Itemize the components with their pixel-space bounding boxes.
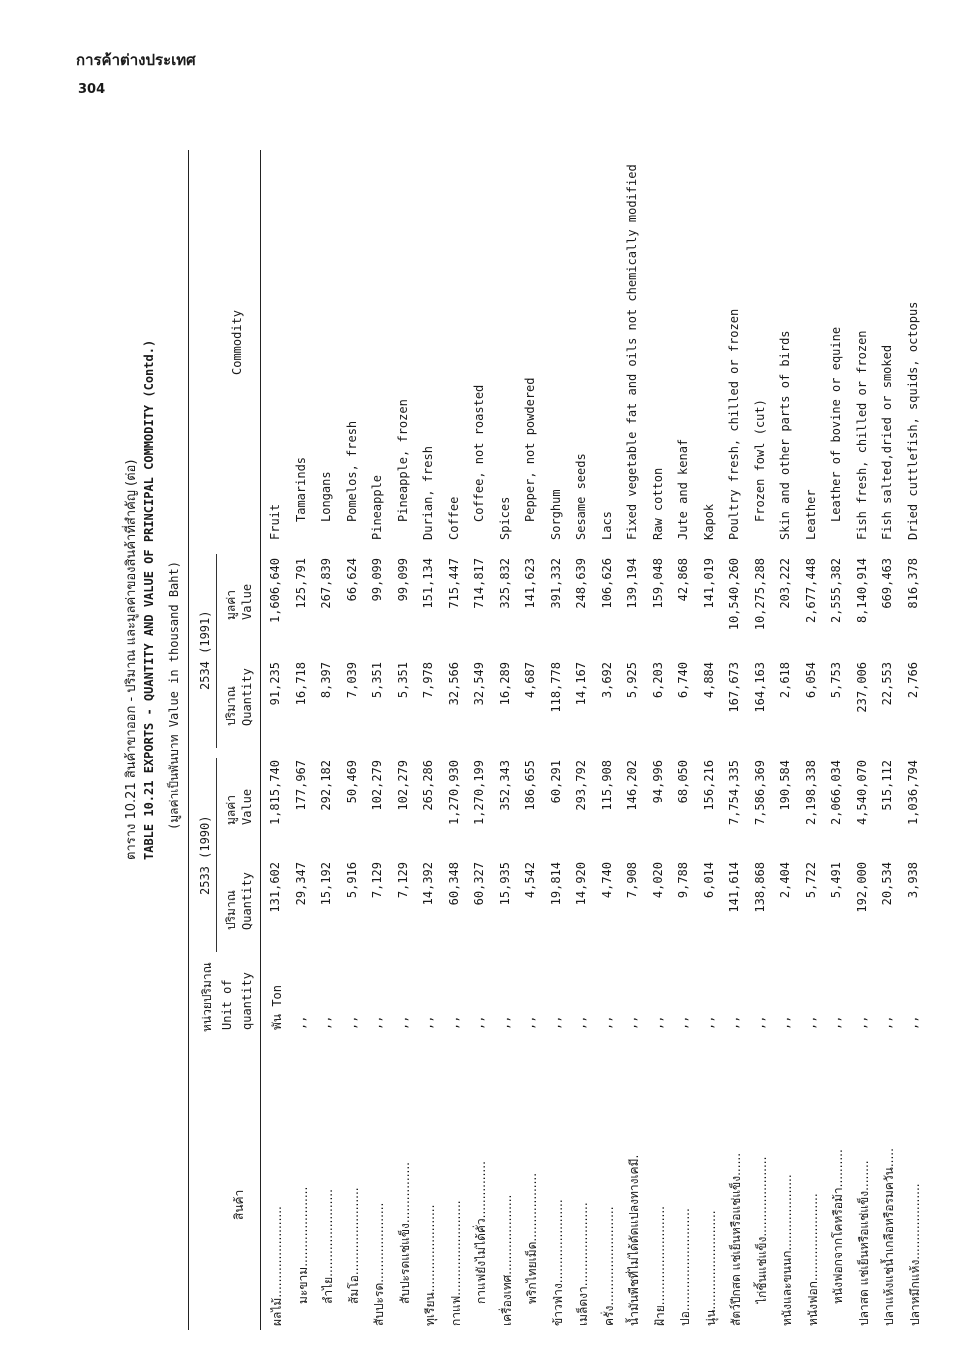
value-1990-cell: 2,066,034	[829, 760, 843, 826]
value-1991-cell: 141,019	[701, 558, 716, 609]
table-row	[472, 150, 498, 1330]
quantity-1991-cell: 22,553	[880, 662, 894, 706]
table-value-note: (มูลค่าเป็นพันบาท Value in thousand Baht)	[167, 561, 181, 830]
unit-cell: ,,	[344, 1015, 359, 1030]
table-title-thai: ตาราง 10.21 สินค้าขาออก - ปริมาณ และมูลค่าของสินค้าที่สำคัญ (ต่อ)	[124, 459, 139, 860]
commodity-thai-cell: เมล็ดงา......................	[576, 1202, 590, 1326]
unit-cell: ,,	[319, 1015, 333, 1030]
quantity-1991-cell: 16,718	[293, 662, 308, 706]
value-1990-cell: 94,996	[650, 760, 665, 804]
header-qty-en-1: Quantity	[240, 872, 254, 930]
commodity-thai-cell: ครั่ง..........................	[601, 1206, 616, 1326]
commodity-en-cell: Raw cotton	[650, 467, 665, 540]
unit-cell: ,,	[905, 1015, 920, 1030]
unit-cell: ,,	[803, 1015, 818, 1030]
quantity-1990-cell: 14,920	[574, 862, 588, 906]
table-row	[625, 150, 651, 1330]
commodity-thai-cell: ฝ้าย..........................	[652, 1206, 667, 1326]
table-row	[676, 150, 702, 1330]
table-row	[549, 150, 575, 1330]
commodity-thai-cell: มะขาม.....................	[295, 1186, 310, 1304]
value-1991-cell: 42,868	[676, 558, 690, 602]
unit-cell: พัน Ton	[270, 984, 284, 1030]
header-commodity-thai: สินค้า	[232, 1189, 246, 1220]
unit-cell: ,,	[370, 1015, 384, 1030]
table-row	[447, 150, 473, 1330]
table-row	[651, 150, 677, 1330]
table-row	[498, 150, 524, 1330]
commodity-thai-cell: กาแฟ.........................	[448, 1200, 463, 1326]
table-row	[778, 150, 804, 1330]
quantity-1991-cell: 7,039	[344, 662, 359, 699]
rotated-table	[120, 150, 940, 1330]
table-row	[574, 150, 600, 1330]
quantity-1990-cell: 5,491	[829, 862, 843, 899]
value-1990-cell: 1,270,199	[472, 760, 486, 826]
quantity-1991-cell: 16,289	[497, 662, 512, 706]
table-row	[396, 150, 422, 1330]
commodity-thai-cell: ไก่ชิ้นแช่แข็ง.....................	[754, 1156, 769, 1304]
table-row	[855, 150, 881, 1330]
quantity-1991-cell: 164,163	[752, 662, 767, 713]
commodity-en-cell: Pineapple, frozen	[395, 399, 410, 522]
commodity-en-cell: Pepper, not powdered	[523, 377, 537, 522]
quantity-1990-cell: 15,192	[319, 862, 333, 906]
commodity-en-cell: Pomelos, fresh	[344, 420, 359, 522]
commodity-thai-cell: สับปะรดแช่แข็ง................	[397, 1162, 412, 1304]
header-unit-en-2: quantity	[240, 972, 254, 1030]
value-1991-cell: 325,832	[497, 558, 512, 609]
quantity-1991-cell: 7,978	[421, 662, 435, 699]
commodity-thai-cell: เครื่องเทศ.....................	[499, 1194, 514, 1326]
quantity-1990-cell: 20,534	[880, 862, 894, 906]
value-1990-cell: 515,112	[880, 760, 894, 811]
unit-cell: ,,	[778, 1015, 792, 1030]
value-1990-cell: 7,586,369	[752, 760, 767, 826]
value-1990-cell: 1,270,930	[446, 760, 461, 826]
header-unit-en-1: Unit of	[220, 979, 234, 1030]
quantity-1991-cell: 237,006	[854, 662, 869, 713]
unit-cell: ,,	[829, 1015, 843, 1030]
value-1991-cell: 125,791	[293, 558, 308, 609]
quantity-1990-cell: 7,129	[395, 862, 410, 899]
table-row	[294, 150, 320, 1330]
quantity-1991-cell: 167,673	[727, 662, 741, 713]
commodity-en-cell: Fish salted,dried or smoked	[880, 344, 894, 540]
table-row	[906, 150, 932, 1330]
unit-cell: ,,	[701, 1015, 716, 1030]
table-top-rule	[188, 150, 189, 1330]
value-1990-cell: 1,815,740	[268, 760, 282, 826]
table-row	[370, 150, 396, 1330]
value-1991-cell: 816,378	[905, 558, 920, 609]
value-1991-cell: 1,606,640	[268, 558, 282, 624]
value-1991-cell: 151,134	[421, 558, 435, 609]
value-1990-cell: 2,198,338	[803, 760, 818, 826]
table-row	[268, 150, 294, 1330]
table-row	[702, 150, 728, 1330]
quantity-1990-cell: 6,014	[701, 862, 716, 899]
quantity-1990-cell: 5,916	[344, 862, 359, 899]
commodity-thai-cell: พริกไทยเม็ด..................	[525, 1172, 539, 1304]
value-1991-cell: 99,099	[395, 558, 410, 602]
commodity-thai-cell: น้ำมันพืชที่ไม่ได้ดัดแปลงทางเคมี.	[627, 1154, 641, 1326]
value-1991-cell: 391,332	[548, 558, 563, 609]
quantity-1991-cell: 118,778	[548, 662, 563, 713]
quantity-1990-cell: 141,614	[727, 862, 741, 913]
value-1990-cell: 177,967	[293, 760, 308, 811]
unit-cell: ,,	[523, 1015, 537, 1030]
value-1990-cell: 68,050	[676, 760, 690, 804]
unit-cell: ,,	[497, 1015, 512, 1030]
quantity-1991-cell: 4,884	[701, 662, 716, 699]
value-1990-cell: 186,655	[523, 760, 537, 811]
value-1991-cell: 2,555,382	[829, 558, 843, 624]
unit-cell: ,,	[625, 1015, 639, 1030]
quantity-1990-cell: 4,542	[523, 862, 537, 899]
quantity-1991-cell: 32,549	[472, 662, 486, 706]
header-val-en-1: Value	[240, 788, 254, 825]
commodity-thai-cell: กาแฟยังไม่ได้คั่ว...............	[474, 1161, 488, 1304]
value-1990-cell: 293,792	[574, 760, 588, 811]
unit-cell: ,,	[727, 1015, 741, 1030]
value-1990-cell: 50,469	[344, 760, 359, 804]
unit-cell: ,,	[676, 1015, 690, 1030]
header-year-1991: 2534 (1991)	[198, 610, 212, 690]
quantity-1991-cell: 5,351	[395, 662, 410, 699]
value-1990-cell: 102,279	[370, 760, 384, 811]
value-1990-cell: 352,343	[497, 760, 512, 811]
value-1991-cell: 139,194	[625, 558, 639, 609]
commodity-en-cell: Longans	[319, 471, 333, 522]
commodity-en-cell: Leather of bovine or equine	[829, 326, 843, 522]
quantity-1991-cell: 6,203	[650, 662, 665, 699]
commodity-thai-cell: ส้มโอ.......................	[346, 1187, 361, 1304]
commodity-thai-cell: สับปะรด.....................	[372, 1202, 386, 1326]
commodity-thai-cell: หนังฟอกจากโคหรือม้า..........	[831, 1149, 845, 1304]
commodity-en-cell: Jute and kenaf	[676, 438, 690, 540]
quantity-1990-cell: 2,404	[778, 862, 792, 899]
commodity-en-cell: Fixed vegetable fat and oils not chemically modified	[625, 164, 639, 540]
table-header-rule	[260, 150, 261, 1330]
header-unit-thai: หน่วยปริมาณ	[200, 962, 214, 1032]
unit-cell: ,,	[548, 1015, 563, 1030]
commodity-thai-cell: ลำไย.......................	[321, 1189, 335, 1304]
value-1991-cell: 10,540,260	[727, 558, 741, 631]
unit-cell: ,,	[599, 1015, 614, 1030]
commodity-en-cell: Spices	[497, 496, 512, 540]
quantity-1991-cell: 8,397	[319, 662, 333, 699]
quantity-1990-cell: 138,868	[752, 862, 767, 913]
unit-cell: ,,	[880, 1015, 894, 1030]
quantity-1990-cell: 7,129	[370, 862, 384, 899]
commodity-en-cell: Tamarinds	[293, 456, 308, 522]
unit-cell: ,,	[854, 1015, 869, 1030]
quantity-1990-cell: 3,938	[905, 862, 920, 899]
quantity-1991-cell: 2,766	[905, 662, 920, 699]
commodity-thai-cell: ทุเรียน.......................	[423, 1204, 437, 1326]
header-val-thai-1: มูลค่า	[224, 794, 238, 825]
commodity-thai-cell: หนังและขนนก....................	[780, 1174, 794, 1326]
value-1991-cell: 248,639	[574, 558, 588, 609]
quantity-1990-cell: 5,722	[803, 862, 818, 899]
value-1990-cell: 1,036,794	[905, 760, 920, 826]
table-body	[268, 150, 931, 1330]
unit-cell: ,,	[650, 1015, 665, 1030]
quantity-1991-cell: 14,167	[574, 662, 588, 706]
commodity-en-cell: Pineapple	[370, 474, 384, 540]
unit-cell: ,,	[472, 1015, 486, 1030]
quantity-1991-cell: 2,618	[778, 662, 792, 699]
quantity-1991-cell: 32,566	[446, 662, 461, 706]
commodity-thai-cell: นุ่น..........................	[703, 1210, 718, 1326]
commodity-en-cell: Durian, fresh	[421, 446, 435, 540]
value-1991-cell: 714,817	[472, 558, 486, 609]
value-1991-cell: 99,099	[370, 558, 384, 602]
quantity-1991-cell: 4,687	[523, 662, 537, 699]
quantity-1991-cell: 91,235	[268, 662, 282, 706]
quantity-1990-cell: 14,392	[421, 862, 435, 906]
value-1990-cell: 146,202	[625, 760, 639, 811]
commodity-en-cell: Dried cuttlefish, squids, octopus	[905, 301, 920, 540]
commodity-thai-cell: ปลาแห้งแช่น้ำเกลือหรือรมควัน.....	[882, 1148, 896, 1326]
quantity-1990-cell: 29,347	[293, 862, 308, 906]
table-row	[523, 150, 549, 1330]
value-1990-cell: 190,584	[778, 760, 792, 811]
value-1991-cell: 267,839	[319, 558, 333, 609]
header-val-en-2: Value	[240, 583, 254, 620]
unit-cell: ,,	[446, 1015, 461, 1030]
unit-cell: ,,	[395, 1015, 410, 1030]
commodity-en-cell: Skin and other parts of birds	[778, 330, 792, 540]
table-row	[804, 150, 830, 1330]
value-1990-cell: 292,182	[319, 760, 333, 811]
quantity-1990-cell: 192,000	[854, 862, 869, 913]
quantity-1991-cell: 5,925	[625, 662, 639, 699]
value-1991-cell: 669,463	[880, 558, 894, 609]
header-val-thai-2: มูลค่า	[224, 589, 238, 620]
quantity-1990-cell: 15,935	[497, 862, 512, 906]
commodity-en-cell: Sorghum	[548, 489, 563, 540]
commodity-en-cell: Fruit	[268, 503, 282, 540]
table-title-english: TABLE 10.21 EXPORTS - QUANTITY AND VALUE OF PRINCIPAL COMMODITY (Contd.)	[142, 339, 156, 860]
table-row	[421, 150, 447, 1330]
table-row	[880, 150, 906, 1330]
quantity-1990-cell: 19,814	[548, 862, 563, 906]
value-1991-cell: 10,275,288	[752, 558, 767, 631]
quantity-1990-cell: 9,788	[676, 862, 690, 899]
table-row	[600, 150, 626, 1330]
value-1990-cell: 7,754,335	[727, 760, 741, 826]
commodity-en-cell: Coffee	[446, 496, 461, 540]
commodity-thai-cell: สัตว์ปีกสด แช่เย็นหรือแช่แข็ง......	[729, 1152, 743, 1326]
quantity-1990-cell: 7,908	[625, 862, 639, 899]
year-1990-rule	[216, 758, 217, 952]
header-qty-thai-2: ปริมาณ	[224, 686, 238, 726]
table-row	[345, 150, 371, 1330]
header-year-1990: 2533 (1990)	[198, 815, 212, 895]
value-1990-cell: 156,216	[701, 760, 716, 811]
commodity-en-cell: Coffee, not roasted	[472, 384, 486, 522]
value-1990-cell: 265,286	[421, 760, 435, 811]
commodity-thai-cell: ปลาสด แช่เย็นหรือแช่แข็ง........	[856, 1160, 871, 1326]
value-1990-cell: 115,908	[599, 760, 614, 811]
unit-cell: ,,	[574, 1015, 588, 1030]
header-qty-thai-1: ปริมาณ	[224, 890, 238, 930]
commodity-en-cell: Leather	[803, 489, 818, 540]
commodity-thai-cell: ปอ...........................	[678, 1208, 692, 1326]
value-1990-cell: 60,291	[548, 760, 563, 804]
value-1991-cell: 66,624	[344, 558, 359, 602]
value-1991-cell: 203,222	[778, 558, 792, 609]
table-row	[319, 150, 345, 1330]
page-number: 304	[78, 82, 106, 97]
commodity-en-cell: Poultry fresh, chilled or frozen	[727, 308, 741, 540]
page-header-thai: การค้าต่างประเทศ	[76, 51, 196, 69]
value-1991-cell: 8,140,914	[854, 558, 869, 624]
commodity-thai-cell: ข้าวฟ่าง......................	[550, 1199, 565, 1326]
value-1991-cell: 159,048	[650, 558, 665, 609]
commodity-en-cell: Kapok	[701, 503, 716, 540]
commodity-thai-cell: หนังฟอก.......................	[805, 1193, 820, 1326]
unit-cell: ,,	[421, 1015, 435, 1030]
quantity-1990-cell: 131,602	[268, 862, 282, 913]
quantity-1990-cell: 60,348	[446, 862, 461, 906]
quantity-1990-cell: 4,020	[650, 862, 665, 899]
quantity-1991-cell: 3,692	[599, 662, 614, 699]
commodity-thai-cell: ผลไม้........................	[270, 1206, 284, 1326]
table-row	[829, 150, 855, 1330]
unit-cell: ,,	[293, 1015, 308, 1030]
quantity-1991-cell: 6,740	[676, 662, 690, 699]
value-1990-cell: 102,279	[395, 760, 410, 811]
year-1991-rule	[216, 554, 217, 748]
value-1991-cell: 106,626	[599, 558, 614, 609]
quantity-1990-cell: 60,327	[472, 862, 486, 906]
table-row	[727, 150, 753, 1330]
quantity-1991-cell: 6,054	[803, 662, 818, 699]
unit-cell: ,,	[752, 1015, 767, 1030]
value-1991-cell: 141,623	[523, 558, 537, 609]
value-1990-cell: 4,540,070	[854, 760, 869, 826]
quantity-1991-cell: 5,753	[829, 662, 843, 699]
quantity-1990-cell: 4,740	[599, 862, 614, 899]
commodity-en-cell: Lacs	[599, 511, 614, 540]
header-qty-en-2: Quantity	[240, 668, 254, 726]
value-1991-cell: 715,447	[446, 558, 461, 609]
commodity-en-cell: Fish fresh, chilled or frozen	[854, 330, 869, 540]
commodity-en-cell: Frozen fowl (cut)	[752, 399, 767, 522]
quantity-1991-cell: 5,351	[370, 662, 384, 699]
header-commodity-en: Commodity	[230, 309, 244, 375]
commodity-en-cell: Sesame seeds	[574, 453, 588, 540]
value-1991-cell: 2,677,448	[803, 558, 818, 624]
commodity-thai-cell: ปลาหมึกแห้ง....................	[907, 1183, 922, 1326]
table-row	[753, 150, 779, 1330]
